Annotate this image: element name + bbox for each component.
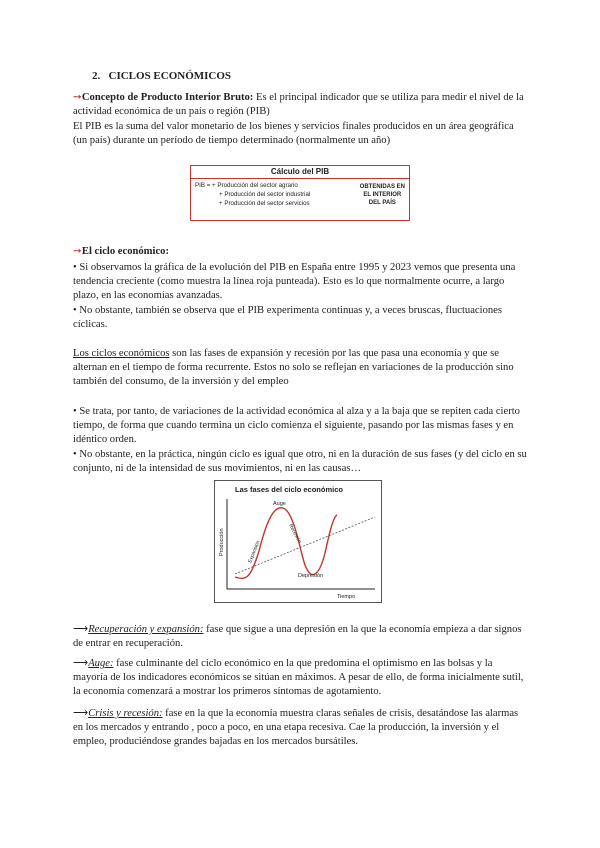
ciclo-bullet-1: • Si observamos la gráfica de la evolución del PIB en España entre 1995 y 2023 vemos que presenta una tendencia creciente (como muestra la línea roja punteada). Esto es lo que normalmente ocurre, a largo plazo, en las economías avanzadas. — [73, 262, 516, 302]
ciclo-bullet-4: • No obstante, en la práctica, ningún ciclo es igual que otro, ni en la duración de sus fases (y del ciclo en su conjunto, ni de la intensidad de sus movimientos, ni en las causas… — [73, 449, 527, 475]
ciclo-chart — [214, 480, 382, 603]
phase-text: fase en la que la economía muestra claras señales de crisis, desatándose las alarmas en los mercados y entrando , poco a poco, en una etapa recesiva. Cae la producción, la inversión y el empleo, produciéndose grandes bajadas en los mercados bursátiles. — [73, 708, 519, 748]
pib-concept-text: Es el principal indicador que se utiliza para medir el nivel de la actividad económica de un país o región (PIB) — [73, 92, 524, 118]
ciclo-bullet-3: • Se trata, por tanto, de variaciones de la actividad económica al alza y a la baja que se repiten cada cierto tiempo, de forma que cuando termina un ciclo comienza el siguiente, pasando por las mismas fases y en idéntico orden. — [73, 406, 520, 446]
label-recuperacion: Expansión — [247, 539, 262, 564]
pib-box-title: Cálculo del PIB — [191, 166, 409, 179]
chart-title: Las fases del ciclo económico — [235, 485, 343, 494]
x-axis-label: Tiempo — [337, 594, 356, 600]
pib-line: + Producción del sector agrario — [212, 182, 298, 189]
section-heading — [92, 70, 231, 82]
arrow-right-icon: ➙ — [73, 246, 82, 257]
ciclos-term: Los ciclos económicos — [73, 348, 170, 359]
phase-term: Crisis y recesión: — [88, 708, 163, 719]
y-axis-label: Producción — [219, 528, 225, 556]
pib-prefix: PIB = — [195, 182, 211, 189]
pib-note-line: DEL PAÍS — [368, 200, 396, 206]
pib-note-line: EL INTERIOR — [363, 192, 402, 198]
pib-formula — [195, 181, 310, 208]
ciclos-definition-text: son las fases de expansión y recesión por las que pasa una economía y que se alternan en el tiempo de forma recurrente. Estos no solo se reflejan en variaciones de la producción sino también del consumo, de la inversión y del empleo — [73, 348, 514, 388]
pib-calculation-box — [190, 165, 410, 221]
phase-text: fase que sigue a una depresión en la que la economía empieza a dar signos de entrar en recuperación. — [73, 624, 522, 650]
section-title: CICLOS ECONÓMICOS — [108, 70, 232, 82]
ciclo-heading — [73, 245, 529, 259]
phase-term: Auge: — [88, 658, 114, 669]
ciclos-definition — [73, 347, 529, 390]
ciclo-chart-svg — [215, 481, 381, 602]
pib-note — [360, 183, 405, 207]
phase-recesion — [73, 707, 529, 750]
pib-concept-paragraph — [73, 91, 529, 119]
arrow-long-right-icon: ⟶ — [73, 624, 89, 635]
pib-definition: El PIB es la suma del valor monetario de los bienes y servicios finales producidos en un área geográfica (un país) durante un período de tiempo determinado (normalmente un año) — [73, 121, 514, 147]
phase-recuperacion — [73, 623, 529, 651]
pib-line: + Producción del sector industrial — [219, 191, 311, 198]
ciclo-bullet-2: • No obstante, también se observa que el PIB experimenta continuas y, a veces bruscas, fluctuaciones cíclicas. — [73, 305, 502, 331]
pib-concept-label: Concepto de Producto Interior Bruto: — [81, 92, 254, 103]
label-recesion: Recesión — [287, 523, 303, 545]
pib-note-line: OBTENIDAS EN — [359, 184, 405, 190]
phase-auge — [73, 657, 529, 700]
phase-text: fase culminante del ciclo económico en la que predomina el optimismo en las bolsas y la mayoría de los indicadores económicos se sitúan en máximos. A pesar de ello, de forma inicialmente sutil, la economía comenzará a mostrar los primeros síntomas de agotamiento. — [73, 658, 524, 698]
arrow-right-icon: ➙ — [73, 92, 82, 103]
arrow-long-right-icon: ⟶ — [73, 708, 89, 719]
section-number: 2. — [92, 70, 101, 82]
arrow-long-right-icon: ⟶ — [73, 658, 89, 669]
label-auge: Auge — [273, 501, 286, 507]
cycle-curve — [235, 508, 337, 579]
pib-line: + Producción del sector servicios — [219, 200, 310, 207]
label-depresion: Depresión — [298, 573, 324, 579]
ciclo-label: El ciclo económico: — [81, 246, 169, 257]
phase-term: Recuperación y expansión: — [88, 624, 204, 635]
